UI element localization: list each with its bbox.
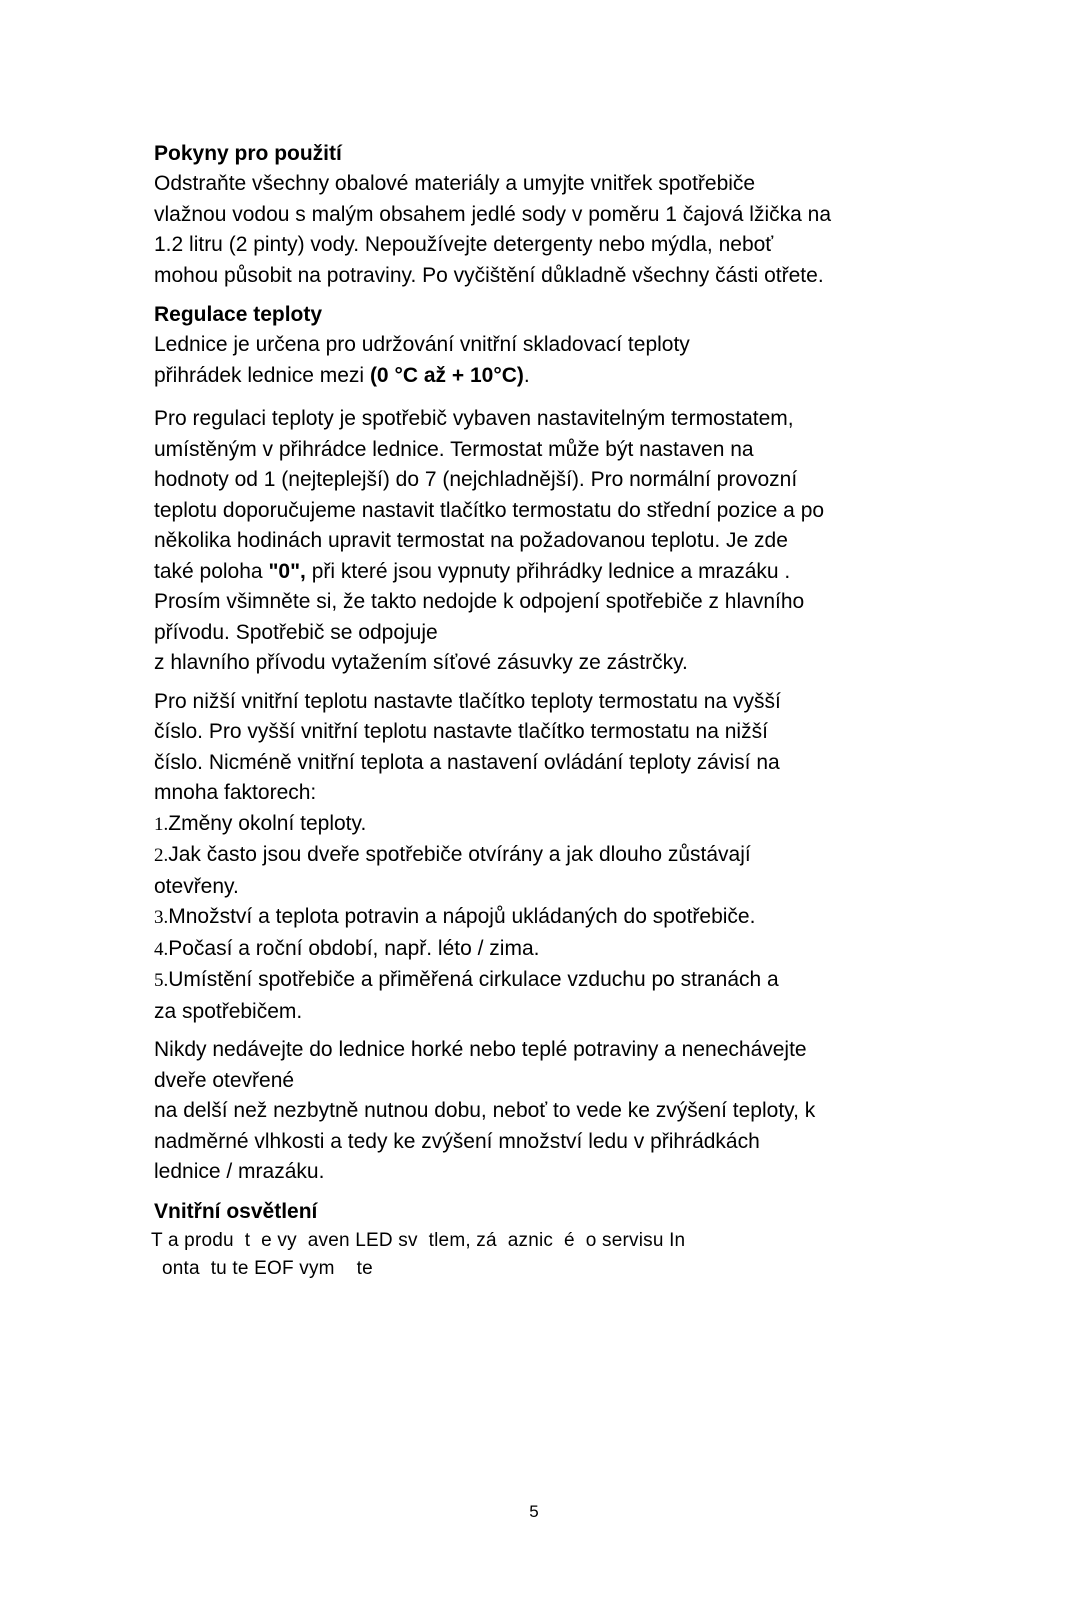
text-span: také poloha — [154, 559, 269, 583]
list-number: 4. — [154, 938, 169, 960]
paragraph-line: Odstraňte všechny obalové materiály a umyjte vnitřek spotřebiče — [154, 172, 756, 195]
list-item-continuation: otevřeny. — [154, 874, 239, 898]
list-item — [154, 902, 914, 934]
garbled-text-line: onta tu te EOF vym te — [151, 1257, 373, 1279]
heading-usage-instructions: Pokyny pro použití — [154, 142, 342, 165]
heading-interior-lighting: Vnitřní osvětlení — [154, 1199, 318, 1223]
paragraph-line: Pro nižší vnitřní teplotu nastavte tlačítko teploty termostatu na vyšší — [154, 689, 781, 713]
list-number: 3. — [154, 907, 169, 928]
text-span: přihrádek lednice mezi — [154, 363, 370, 387]
list-text: Počasí a roční období, např. léto / zima. — [168, 936, 540, 960]
paragraph-line: umístěným v přihrádce lednice. Termostat může být nastaven na — [154, 437, 754, 461]
list-text: Změny okolní teploty. — [168, 811, 367, 835]
text-span: . — [523, 363, 530, 387]
paragraph-line — [154, 361, 914, 392]
list-text: Umístění spotřebiče a přiměřená cirkulace vzduchu po stranách a — [168, 968, 779, 991]
paragraph-line: z hlavního přívodu vytažením síťové zásuvky ze zástrčky. — [154, 651, 688, 674]
list-text: Jak často jsou dveře spotřebiče otvírány a jak dlouho zůstávají — [168, 843, 751, 866]
paragraph-line: několika hodinách upravit termostat na požadovanou teplotu. Je zde — [154, 529, 788, 552]
paragraph-line: lednice / mrazáku. — [154, 1160, 325, 1183]
paragraph-line: na delší než nezbytně nutnou dobu, neboť to vede ke zvýšení teploty, k — [154, 1099, 816, 1122]
paragraph-line: číslo. Pro vyšší vnitřní teplotu nastavte tlačítko termostatu na nižší — [154, 720, 768, 743]
garbled-text-line: T a produ t e vy aven LED sv tlem, zá aznic é o servisu In — [151, 1229, 686, 1251]
paragraph-line: dveře otevřené — [154, 1068, 295, 1092]
page-number: 5 — [529, 1502, 539, 1521]
list-number: 5. — [154, 970, 169, 991]
paragraph-line — [154, 557, 914, 588]
list-item-continuation: za spotřebičem. — [154, 999, 303, 1023]
list-item — [154, 809, 914, 841]
paragraph-line: 1.2 litru (2 pinty) vody. Nepoužívejte detergenty nebo mýdla, neboť — [154, 233, 774, 256]
list-number: 1. — [154, 813, 169, 835]
paragraph-line: přívodu. Spotřebič se odpojuje — [154, 620, 438, 644]
list-text: Množství a teplota potravin a nápojů ukládaných do spotřebiče. — [168, 905, 756, 928]
list-number: 2. — [154, 845, 169, 866]
paragraph-line: Pro regulaci teploty je spotřebič vybaven nastavitelným termostatem, — [154, 407, 794, 430]
paragraph-line: číslo. Nicméně vnitřní teplota a nastavení ovládání teploty závisí na — [154, 750, 780, 774]
list-item — [154, 965, 914, 997]
paragraph-line: nadměrné vlhkosti a tedy ke zvýšení množství ledu v přihrádkách — [154, 1129, 760, 1153]
paragraph-line: Lednice je určena pro udržování vnitřní skladovací teploty — [154, 333, 690, 356]
heading-temperature-control: Regulace teploty — [154, 303, 323, 326]
list-item — [154, 840, 914, 872]
paragraph-line: mnoha faktorech: — [154, 781, 317, 804]
paragraph-line: Nikdy nedávejte do lednice horké nebo teplé potraviny a nenechávejte — [154, 1038, 807, 1061]
zero-position: "0", — [268, 559, 306, 583]
paragraph-line: Prosím všimněte si, že takto nedojde k odpojení spotřebiče z hlavního — [154, 590, 805, 613]
document-page — [151, 138, 914, 1283]
temperature-range: (0 °C až + 10°C) — [369, 363, 524, 387]
paragraph-line: hodnoty od 1 (nejteplejší) do 7 (nejchladnější). Pro normální provozní — [154, 468, 798, 491]
list-item — [154, 934, 914, 966]
text-span: při které jsou vypnuty přihrádky lednice a mrazáku . — [305, 559, 791, 583]
paragraph-line: vlažnou vodou s malým obsahem jedlé sody v poměru 1 čajová lžička na — [154, 202, 832, 226]
paragraph-line: teplotu doporučujeme nastavit tlačítko termostatu do střední pozice a po — [154, 498, 825, 522]
paragraph-line: mohou působit na potraviny. Po vyčištění důkladně všechny části otřete. — [154, 263, 824, 287]
